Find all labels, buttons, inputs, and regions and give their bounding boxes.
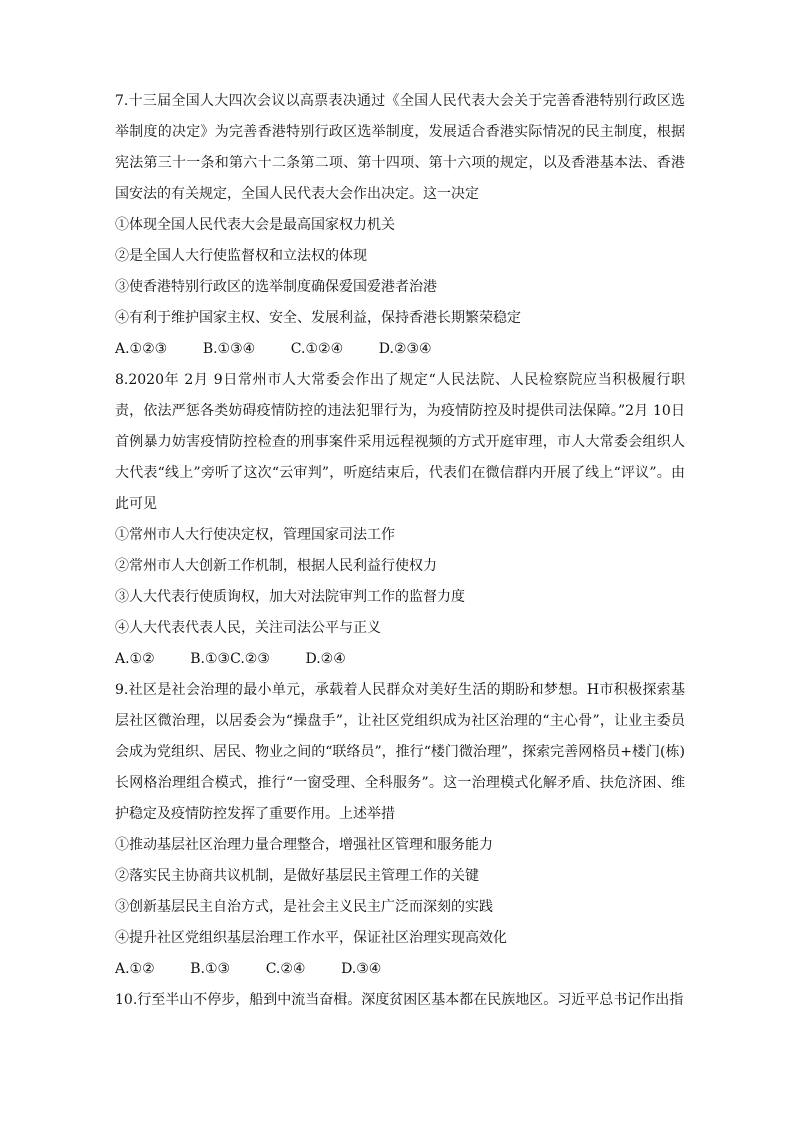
question-8 — [115, 365, 685, 675]
option-item: ③使香港特别行政区的选举制度确保爱国爱港者治港 — [115, 279, 437, 295]
option-item: ①常州市人大行使决定权，管理国家司法工作 — [115, 527, 395, 543]
option-item: ③创新基层民主自治方式，是社会主义民主广泛而深刻的实践 — [115, 899, 493, 915]
option-item: ②常州市人大创新工作机制，根据人民利益行使权力 — [115, 558, 437, 574]
question-10 — [115, 985, 685, 1016]
question-stem: 8.2020年 2月 9日常州市人大常委会作出了规定“人民法院、人民检察院应当积极履行职责，依法严惩各类妨碍疫情防控的违法犯罪行为，为疫情防控及时提供司法保障。”2月 10日首例暴力妨害疫情防控检查的刑事案件采用远程视频的方式开庭审理，市人大常委会组织人大代表“线上”旁听了这次“云审判”，听庭结束后，代表们在微信群内开展了线上“评议”。由此可见 — [115, 372, 685, 512]
option-item: ①体现全国人民代表大会是最高国家权力机关 — [115, 217, 395, 233]
exam-page — [115, 86, 685, 1016]
question-stem: 7.十三届全国人大四次会议以高票表决通过《全国人民代表大会关于完善香港特别行政区选举制度的决定》为完善香港特别行政区选举制度，发展适合香港实际情况的民主制度，根据宪法第三十一条和第六十二条第二项、第十四项、第十六项的规定，以及香港基本法、香港国安法的有关规定，全国人民代表大会作出决定。这一决定 — [115, 93, 685, 202]
question-7 — [115, 86, 685, 365]
answer-choices: A.①②③ B.①③④ C.①②④ D.②③④ — [115, 341, 432, 357]
option-item: ④人大代表代表人民，关注司法公平与正义 — [115, 620, 381, 636]
option-item: ④有利于维护国家主权、安全、发展利益，保持香港长期繁荣稳定 — [115, 310, 521, 326]
answer-choices: A.①② B.①③C.②③ D.②④ — [115, 651, 346, 667]
option-item: ①推动基层社区治理力量合理整合，增强社区管理和服务能力 — [115, 837, 493, 853]
option-item: ②落实民主协商共议机制，是做好基层民主管理工作的关键 — [115, 868, 479, 884]
option-item: ③人大代表行使质询权，加大对法院审判工作的监督力度 — [115, 589, 465, 605]
option-item: ④提升社区党组织基层治理工作水平，保证社区治理实现高效化 — [115, 930, 507, 946]
question-stem: 10.行至半山不停步，船到中流当奋楫。深度贫困区基本都在民族地区。习近平总书记作出指 — [115, 992, 684, 1008]
question-stem: 9.社区是社会治理的最小单元，承载着人民群众对美好生活的期盼和梦想。H市积极探索基层社区微治理，以居委会为“操盘手”，让社区党组织成为社区治理的“主心骨”，让业主委员会成为党组织、居民、物业之间的“联络员”，推行“楼门微治理”，探索完善网格员+楼门(栋)长网格治理组合模式，推行“一窗受理、全科服务”。这一治理模式化解矛盾、扶危济困、维护稳定及疫情防控发挥了重要作用。上述举措 — [115, 682, 685, 822]
option-item: ②是全国人大行使监督权和立法权的体现 — [115, 248, 367, 264]
question-9 — [115, 675, 685, 985]
answer-choices: A.①② B.①③ C.②④ D.③④ — [115, 961, 382, 977]
